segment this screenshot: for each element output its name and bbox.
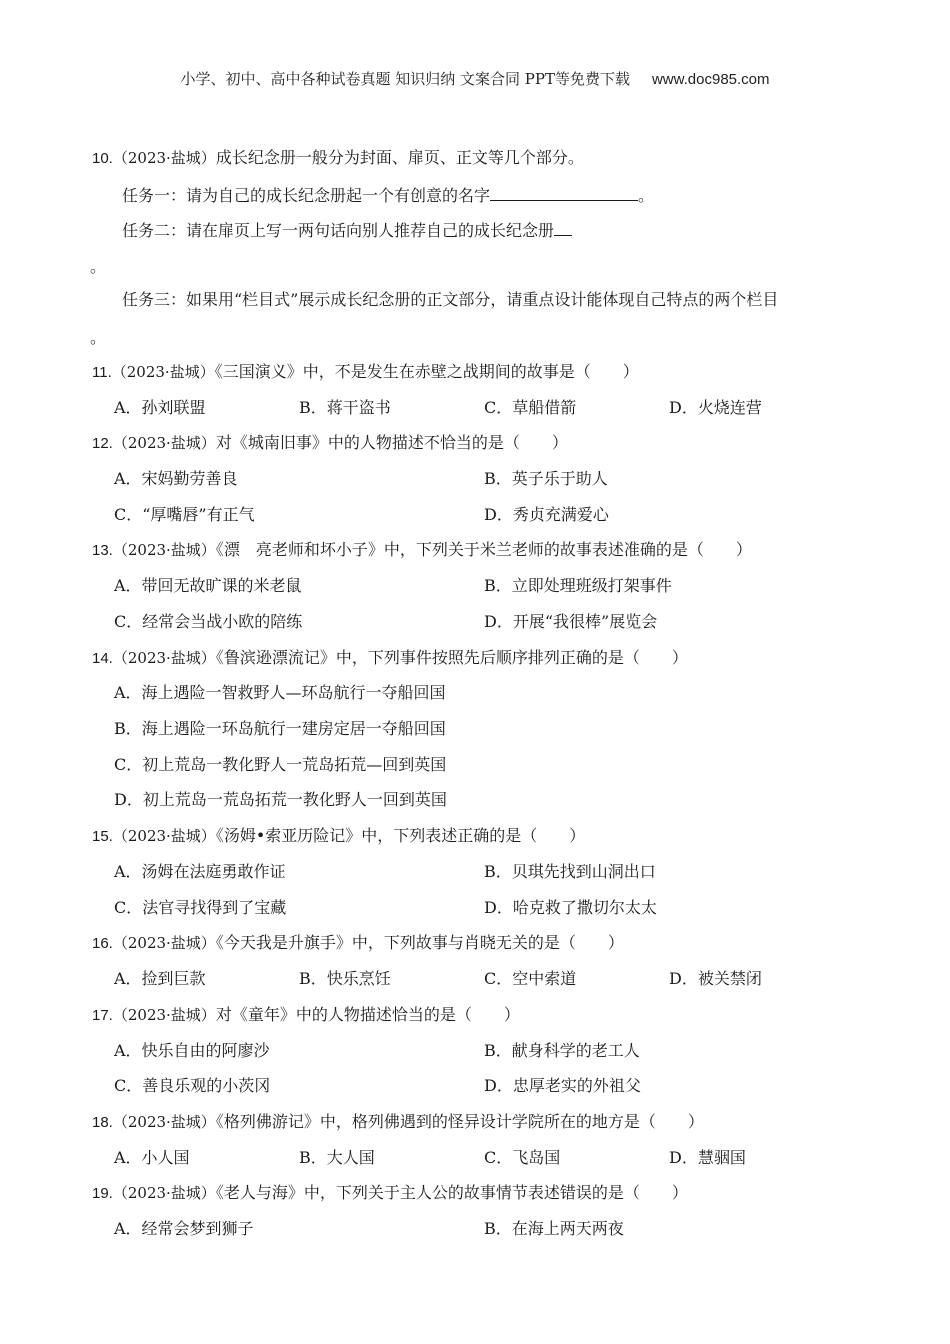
option-17-d[interactable]: D．忠厚老实的外祖父 bbox=[484, 1076, 641, 1095]
option-14-a[interactable]: A．海上遇险一智救野人—环岛航行一夺船回国 bbox=[114, 683, 446, 702]
option-16-d[interactable]: D．被关禁闭 bbox=[669, 969, 762, 988]
option-17-c[interactable]: C．善良乐观的小茨冈 bbox=[114, 1076, 271, 1095]
option-12-c[interactable]: C．“厚嘴唇”有正气 bbox=[114, 505, 255, 524]
option-18-b[interactable]: B．大人国 bbox=[299, 1148, 375, 1167]
option-14-c[interactable]: C．初上荒岛一教化野人一荒岛拓荒—回到英国 bbox=[114, 755, 447, 774]
option-11-a[interactable]: A．孙刘联盟 bbox=[114, 398, 206, 417]
answer-blank[interactable] bbox=[490, 183, 638, 201]
question-11-stem: 11.（2023·盐城）《三国演义》中，不是发生在赤壁之战期间的故事是（ ） bbox=[92, 362, 639, 381]
question-12-stem: 12.（2023·盐城）对《城南旧事》中的人物描述不恰当的是（ ） bbox=[92, 433, 568, 452]
option-13-b[interactable]: B．立即处理班级打架事件 bbox=[484, 576, 672, 595]
option-13-a[interactable]: A．带回无故旷课的米老鼠 bbox=[114, 576, 302, 595]
option-18-a[interactable]: A．小人国 bbox=[114, 1148, 190, 1167]
option-15-a[interactable]: A．汤姆在法庭勇敢作证 bbox=[114, 862, 286, 881]
question-10-task2-end: 。 bbox=[90, 257, 107, 276]
option-15-c[interactable]: C．法官寻找得到了宝藏 bbox=[114, 898, 287, 917]
option-16-c[interactable]: C．空中索道 bbox=[484, 969, 577, 988]
question-19-stem: 19.（2023·盐城）《老人与海》中，下列关于主人公的故事情节表述错误的是（ ） bbox=[92, 1183, 688, 1202]
page-header bbox=[0, 68, 950, 89]
question-10-task3: 任务三：如果用“栏目式”展示成长纪念册的正文部分，请重点设计能体现自己特点的两个栏目 bbox=[122, 290, 779, 309]
option-17-b[interactable]: B．献身科学的老工人 bbox=[484, 1041, 640, 1060]
question-10-task3-end: 。 bbox=[90, 328, 107, 347]
option-17-a[interactable]: A．快乐自由的阿廖沙 bbox=[114, 1041, 270, 1060]
question-10-task1: 任务一：请为自己的成长纪念册起一个有创意的名字 。 bbox=[122, 183, 654, 207]
question-15-stem: 15.（2023·盐城）《汤姆•索亚历险记》中，下列表述正确的是（ ） bbox=[92, 826, 586, 845]
question-16-stem: 16.（2023·盐城）《今天我是升旗手》中，下列故事与肖晓无关的是（ ） bbox=[92, 933, 624, 952]
option-13-c[interactable]: C．经常会当战小欧的陪练 bbox=[114, 612, 303, 631]
header-site[interactable]: www.doc985.com bbox=[651, 71, 770, 88]
question-17-stem: 17.（2023·盐城）对《童年》中的人物描述恰当的是（ ） bbox=[92, 1005, 520, 1024]
question-10-stem: 10.（2023·盐城）成长纪念册一般分为封面、扉页、正文等几个部分。 bbox=[92, 148, 584, 167]
option-14-d[interactable]: D．初上荒岛一荒岛拓荒一教化野人一回到英国 bbox=[114, 790, 447, 809]
option-15-d[interactable]: D．哈克救了撒切尔太太 bbox=[484, 898, 657, 917]
option-18-c[interactable]: C．飞岛国 bbox=[484, 1148, 561, 1167]
option-12-a[interactable]: A．宋妈勤劳善良 bbox=[114, 469, 238, 488]
option-11-c[interactable]: C．草船借箭 bbox=[484, 398, 577, 417]
option-11-b[interactable]: B．蒋干盗书 bbox=[299, 398, 391, 417]
option-12-b[interactable]: B．英子乐于助人 bbox=[484, 469, 608, 488]
option-16-a[interactable]: A．捡到巨款 bbox=[114, 969, 206, 988]
option-18-d[interactable]: D．慧骃国 bbox=[669, 1148, 746, 1167]
option-11-d[interactable]: D．火烧连营 bbox=[669, 398, 762, 417]
question-10-task2: 任务二：请在扉页上写一两句话向别人推荐自己的成长纪念册 bbox=[122, 218, 572, 242]
option-15-b[interactable]: B．贝琪先找到山洞出口 bbox=[484, 862, 656, 881]
option-16-b[interactable]: B．快乐烹饪 bbox=[299, 969, 391, 988]
option-12-d[interactable]: D．秀贞充满爱心 bbox=[484, 505, 609, 524]
question-13-stem: 13.（2023·盐城）《漂 亮老师和坏小子》中，下列关于米兰老师的故事表述准确的是（ ） bbox=[92, 540, 752, 559]
answer-blank[interactable] bbox=[554, 218, 572, 236]
question-18-stem: 18.（2023·盐城）《格列佛游记》中，格列佛遇到的怪异设计学院所在的地方是（ ） bbox=[92, 1112, 704, 1131]
option-13-d[interactable]: D．开展“我很棒”展览会 bbox=[484, 612, 658, 631]
header-text: 小学、初中、高中各种试卷真题 知识归纳 文案合同 PPT等免费下载 bbox=[180, 70, 630, 88]
question-14-stem: 14.（2023·盐城）《鲁滨逊漂流记》中，下列事件按照先后顺序排列正确的是（ ） bbox=[92, 648, 688, 667]
option-14-b[interactable]: B．海上遇险一环岛航行一建房定居一夺船回国 bbox=[114, 719, 446, 738]
option-19-a[interactable]: A．经常会梦到狮子 bbox=[114, 1219, 254, 1238]
option-19-b[interactable]: B．在海上两天两夜 bbox=[484, 1219, 624, 1238]
